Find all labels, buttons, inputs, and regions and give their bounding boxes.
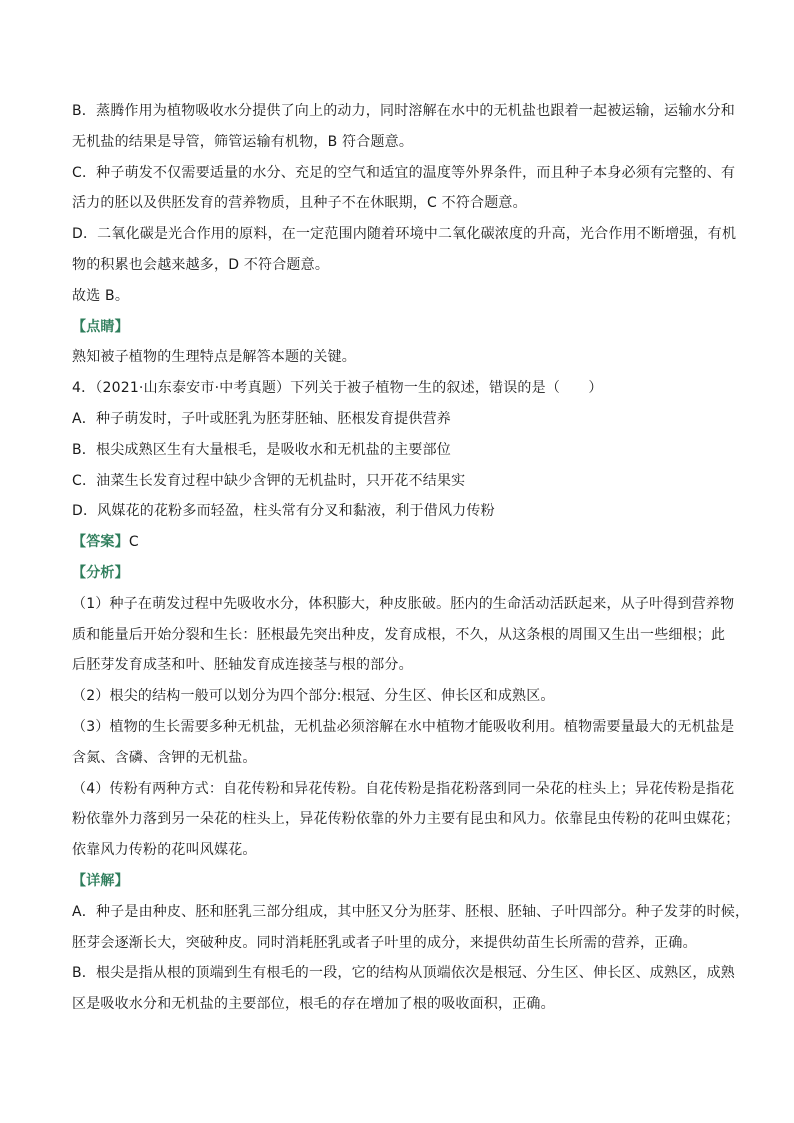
section-heading-fenxi: 【分析】 [72,564,129,581]
section-heading-dianjing: 【点睛】 [72,318,129,335]
text-line: D．二氧化碳是光合作用的原料，在一定范围内随着环境中二氧化碳浓度的升高，光合作用不断增强，有机 [72,226,737,243]
text-line: 粉依靠外力落到另一朵花的柱头上，异花传粉依靠的外力主要有昆虫和风力。依靠昆虫传粉的花叫虫媒花； [72,811,740,828]
text-line: （2）根尖的结构一般可以划分为四个部分:根冠、分生区、伸长区和成熟区。 [72,688,555,705]
text-line: 胚芽会逐渐长大，突破种皮。同时消耗胚乳或者子叶里的成分，来提供幼苗生长所需的营养，正确。 [72,934,697,951]
answer-line [72,527,732,558]
option-c: C．油菜生长发育过程中缺少含钾的无机盐时，只开花不结果实 [72,472,466,489]
text-line: （4）传粉有两种方式：自花传粉和异花传粉。自花传粉是指花粉落到同一朵花的柱头上；异花传粉是指花 [72,780,735,797]
text-line: 物的积累也会越来越多，D 不符合题意。 [72,256,330,273]
text-line: B．根尖是指从根的顶端到生有根毛的一段，它的结构从顶端依次是根冠、分生区、伸长区、成熟区，成熟 [72,965,736,982]
text-line: C．种子萌发不仅需要适量的水分、充足的空气和适宜的温度等外界条件，而且种子本身必须有完整的、有 [72,164,736,181]
answer-label: 【答案】 [72,534,129,551]
text-line: 故选 B。 [72,287,130,304]
text-line: （3）植物的生长需要多种无机盐，无机盐必须溶解在水中植物才能吸收利用。植物需要量最大的无机盐是 [72,718,735,735]
option-d: D．风媒花的花粉多而轻盈，柱头常有分叉和黏液，利于借风力传粉 [72,503,495,520]
text-line: B．蒸腾作用为植物吸收水分提供了向上的动力，同时溶解在水中的无机盐也跟着一起被运输，运输水分和 [72,103,736,119]
text-line: 区是吸收水分和无机盐的主要部位，根毛的存在增加了根的吸收面积，正确。 [72,996,555,1013]
option-a: A．种子萌发时，子叶或胚乳为胚芽胚轴、胚根发育提供营养 [72,410,451,427]
text-line: 质和能量后开始分裂和生长：胚根最先突出种皮，发育成根，不久，从这条根的周围又生出一些细根；此 [72,626,726,643]
section-heading-xiangjie: 【详解】 [72,872,129,889]
text-line: A．种子是由种皮、胚和胚乳三部分组成，其中胚又分为胚芽、胚根、胚轴、子叶四部分。种子发芽的时候， [72,903,750,920]
text-line: 活力的胚以及供胚发育的营养物质，且种子不在休眠期，C 不符合题意。 [72,195,527,212]
text-line: 熟知被子植物的生理特点是解答本题的关键。 [72,349,356,366]
text-line: 无机盐的结果是导管，筛管运输有机物，B 符合题意。 [72,133,414,150]
question-title: 4．（2021·山东泰安市·中考真题）下列关于被子植物一生的叙述，错误的是（ ） [72,380,603,397]
text-line: 后胚芽发育成茎和叶、胚轴发育成连接茎与根的部分。 [72,657,413,674]
text-line: 含氮、含磷、含钾的无机盐。 [72,749,257,766]
document-page [72,96,750,1020]
answer-value: C [128,534,139,551]
option-b: B．根尖成熟区生有大量根毛，是吸收水和无机盐的主要部位 [72,441,452,458]
text-line: （1）种子在萌发过程中先吸收水分，体积膨大，种皮胀破。胚内的生命活动活跃起来，从子叶得到营养物 [72,595,735,612]
text-line: 依靠风力传粉的花叫风媒花。 [72,842,257,859]
